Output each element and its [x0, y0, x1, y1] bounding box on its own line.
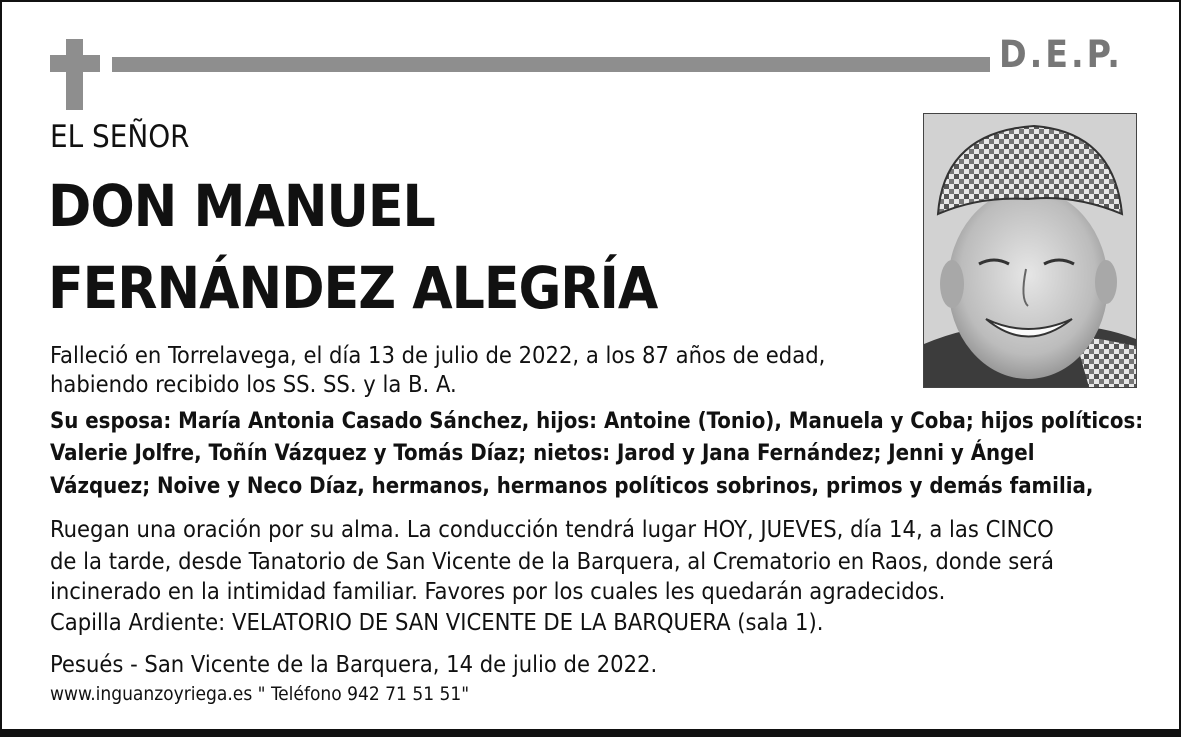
family-line-3: Vázquez; Noive y Neco Díaz, hermanos, hermanos políticos sobrinos, primos y demás familia, [50, 474, 1094, 499]
family-line-2: Valerie Jolfre, Toñín Vázquez y Tomás Díaz; nietos: Jarod y Jana Fernández; Jenni y Ángel [50, 441, 1035, 466]
dep-label: D.E.P. [999, 33, 1123, 76]
chapel-line: Capilla Ardiente: VELATORIO DE SAN VICENTE DE LA BARQUERA (sala 1). [50, 608, 824, 636]
contact-info: www.inguanzoyriega.es " Teléfono 942 71 51 51" [50, 683, 470, 705]
deceased-name-line-2: FERNÁNDEZ ALEGRÍA [48, 254, 658, 322]
death-notice-line-1: Falleció en Torrelavega, el día 13 de julio de 2022, a los 87 años de edad, [50, 341, 826, 369]
death-notice-line-2: habiendo recibido los SS. SS. y la B. A. [50, 370, 457, 398]
header-rule [112, 57, 990, 72]
prayer-line-3: incinerado en la intimidad familiar. Favores por los cuales les quedarán agradecidos. [50, 577, 946, 605]
family-line-1: Su esposa: María Antonia Casado Sánchez, hijos: Antoine (Tonio), Manuela y Coba; hijos políticos: [50, 409, 1144, 434]
prayer-line-1: Ruegan una oración por su alma. La conducción tendrá lugar HOY, JUEVES, día 14, a las CINCO [50, 515, 1054, 543]
title-prefix: EL SEÑOR [50, 119, 190, 155]
deceased-name-line-1: DON MANUEL [48, 172, 435, 240]
portrait-photo [923, 113, 1137, 388]
prayer-line-2: de la tarde, desde Tanatorio de San Vicente de la Barquera, al Crematorio en Raos, donde será [50, 547, 1054, 575]
place-date: Pesués - San Vicente de la Barquera, 14 de julio de 2022. [50, 650, 658, 678]
bottom-rule [2, 729, 1179, 737]
